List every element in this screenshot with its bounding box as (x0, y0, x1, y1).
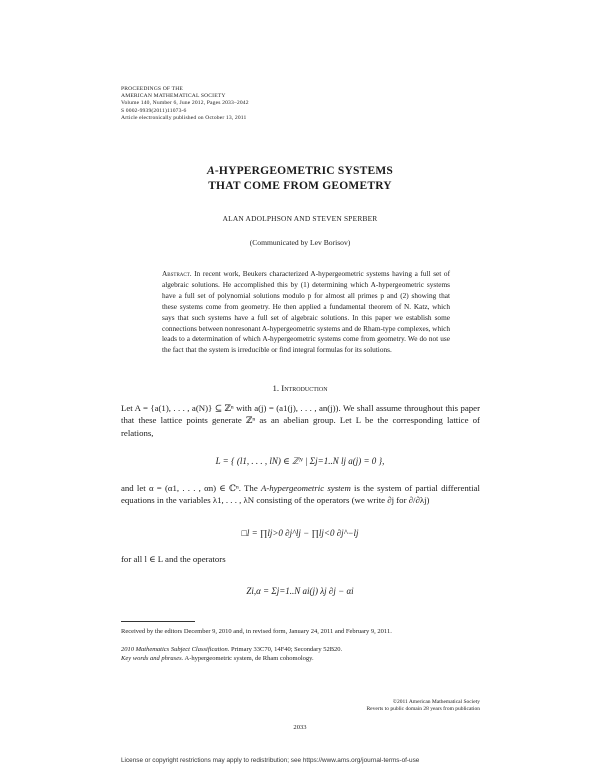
abstract (162, 269, 450, 356)
footnote-keywords (121, 655, 479, 664)
journal-doi: S 0002-9939(2011)11073-6 (121, 107, 187, 114)
footnote-received: Received by the editors December 9, 2010 and, in revised form, January 24, 2011 and February 9, 2011. (121, 628, 392, 635)
equation-lattice (0, 456, 600, 467)
equation-box-operator (0, 528, 600, 538)
equation-euler-operator (0, 586, 600, 596)
journal-volume: Volume 140, Number 6, June 2012, Pages 2033–2042 (121, 100, 249, 107)
paragraph-1: Let A = {a(1), . . . , a(N)} ⊆ ℤⁿ with a(j) = (a1(j), . . . , an(j)). We shall assume throughout this paper that these lattice points generate ℤⁿ as an abelian group. Let L be the corresponding lattice of relations, (121, 403, 480, 438)
copyright-line1: ©2011 American Mathematical Society (392, 699, 480, 705)
footnote-msc-label: 2010 Mathematics Subject Classification. (121, 646, 230, 653)
authors: ALAN ADOLPHSON AND STEVEN SPERBER (222, 214, 378, 223)
journal-published: Article electronically published on October 13, 2011 (121, 114, 247, 121)
journal-header (121, 86, 249, 122)
journal-name-line2: AMERICAN MATHEMATICAL SOCIETY (121, 93, 226, 100)
paragraph-3: for all l ∈ L and the operators (121, 554, 226, 564)
journal-name-line1: PROCEEDINGS OF THE (121, 86, 183, 92)
title-prefix: A (207, 165, 215, 177)
paragraph-2 (121, 482, 480, 507)
footnote-msc-text: Primary 33C70, 14F40; Secondary 52B20. (230, 646, 343, 653)
footnote-divider (121, 621, 195, 622)
copyright-notice (300, 699, 480, 713)
title-line2: THAT COME FROM GEOMETRY (208, 180, 392, 192)
paragraph-2-emphasis: A-hypergeometric system (260, 483, 351, 493)
paper-title (0, 164, 600, 194)
paragraph-2-end: is the system of partial differential equations in the variables λ1, . . . , λN consisting of the operators (we write ∂j for ∂/∂λj) (121, 483, 480, 506)
section-title: Introduction (281, 383, 328, 393)
communicated-by: (Communicated by Lev Borisov) (249, 238, 351, 247)
paragraph-2-start: and let α = (α1, . . . , αn) ∈ ℂⁿ. The (121, 483, 261, 493)
copyright-line2: Reverts to public domain 28 years from publication (366, 706, 480, 712)
section-number: 1. (272, 383, 280, 393)
section-heading (0, 383, 600, 393)
abstract-label: Abstract. (162, 269, 192, 278)
equation-lattice-text: L = { (l1, . . . , lN) ∈ ℤᴺ | Σj=1..N lj a(j) = 0 }, (215, 456, 385, 466)
license-footer: License or copyright restrictions may apply to redistribution; see https://www.ams.org/journal-terms-of-use (121, 757, 420, 764)
title-line1: -HYPERGEOMETRIC SYSTEMS (214, 165, 393, 177)
abstract-text: In recent work, Beukers characterized A-hypergeometric systems having a full set of algebraic solutions. He accomplished this by (1) determining which A-hypergeometric systems have a full set of polynomial solutions modulo p for almost all primes p and (2) showing that these systems come from geometry. He then applied a fundamental theorem of N. Katz, which says that such systems have a full set of algebraic solutions. In this paper we establish some connections between nonresonant A-hypergeometric systems and de Rham-type complexes, which leads to a determination of which A-hypergeometric systems come from geometry. We do not use the fact that the system is irreducible or find integral formulas for its solutions. (162, 269, 451, 355)
footnote-msc (121, 646, 479, 655)
equation-box-operator-text: □l = ∏lj>0 ∂j^lj − ∏lj<0 ∂j^−lj (241, 528, 359, 538)
equation-euler-operator-text: Zi,α = Σj=1..N ai(j) λj ∂j − αi (246, 586, 354, 596)
footnote-keywords-label: Key words and phrases. (121, 655, 184, 662)
footnote-keywords-text: A-hypergeometric system, de Rham cohomology. (184, 655, 314, 662)
page-number: 2033 (293, 724, 307, 731)
